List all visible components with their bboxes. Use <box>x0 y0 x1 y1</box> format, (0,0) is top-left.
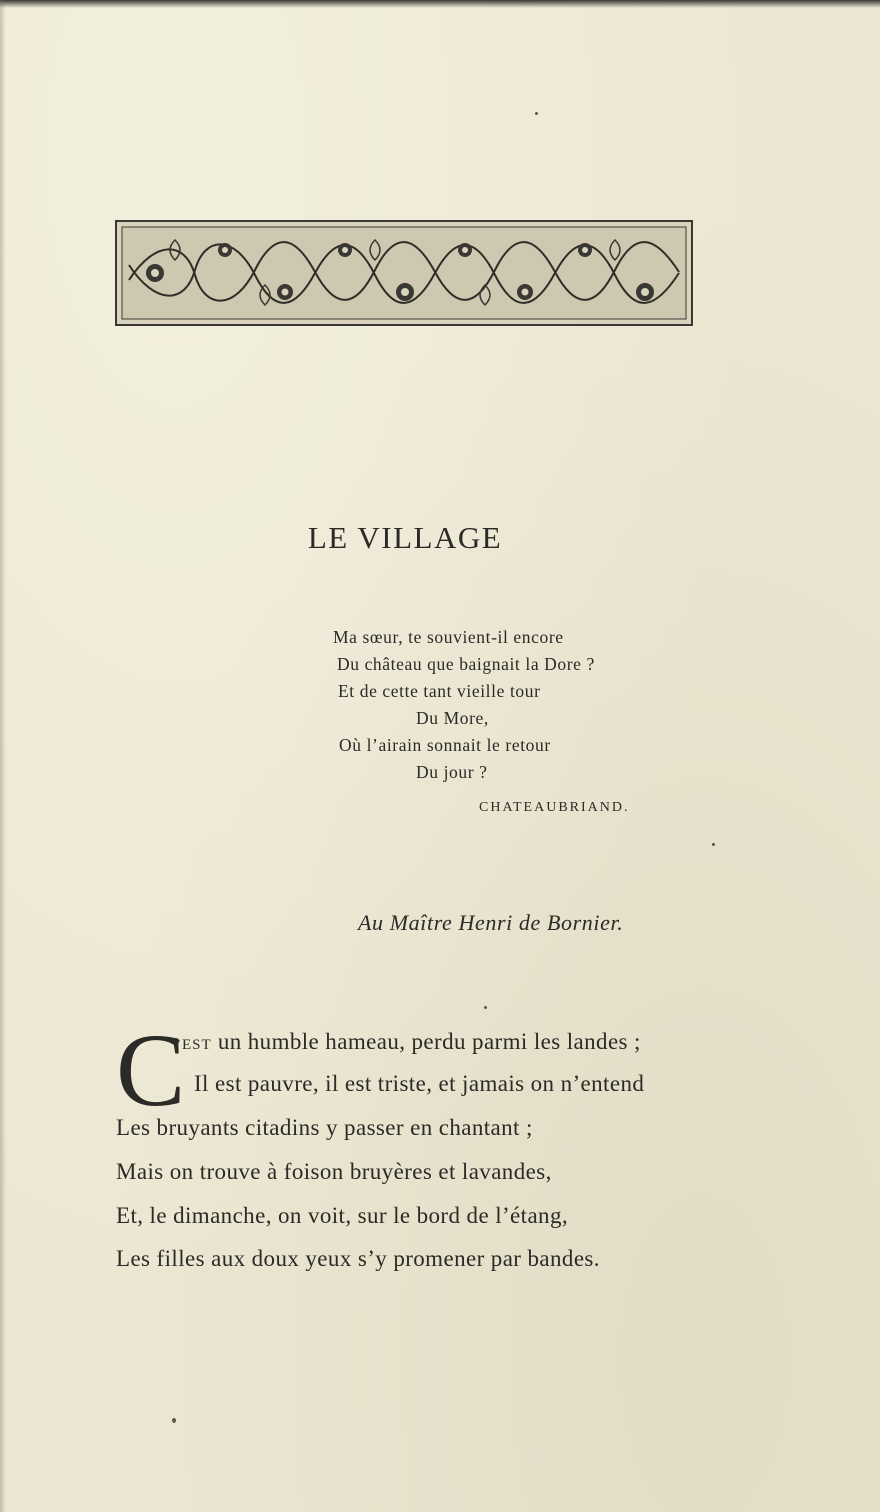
paper-speck <box>535 112 538 115</box>
poem-line: Les filles aux doux yeux s’y promener par bandes. <box>116 1246 600 1271</box>
page-left-edge <box>0 0 6 1512</box>
paper-speck <box>484 1006 487 1009</box>
paper-speck <box>172 1418 176 1423</box>
poem-line-smallcaps: ’EST <box>176 1037 212 1053</box>
poem-line <box>176 1022 641 1062</box>
poem-line-rest: un humble hameau, perdu parmi les landes ; <box>211 1029 641 1054</box>
paper-speck <box>712 843 715 846</box>
epigraph-line: Ma sœur, te souvient-il encore <box>333 627 564 647</box>
epigraph-line: Du More, <box>416 708 489 728</box>
page-top-edge <box>0 0 880 8</box>
poem-line: Les bruyants citadins y passer en chantant ; <box>116 1115 533 1140</box>
epigraph-line: Du jour ? <box>416 762 488 782</box>
epigraph-line: Et de cette tant vieille tour <box>338 681 541 701</box>
epigraph-line: Du château que baignait la Dore ? <box>337 654 595 674</box>
poem-line: Il est pauvre, il est triste, et jamais on n’entend <box>194 1071 645 1096</box>
poem-line: Mais on trouve à foison bruyères et lavandes, <box>116 1159 552 1184</box>
ornamental-header-band <box>115 220 693 326</box>
page-title: LE VILLAGE <box>307 520 503 555</box>
drop-cap: C <box>116 1013 186 1128</box>
poem-line: Et, le dimanche, on voit, sur le bord de l’étang, <box>116 1203 569 1228</box>
epigraph-author: CHATEAUBRIAND. <box>479 800 630 815</box>
dedication: Au Maître Henri de Bornier. <box>358 910 624 935</box>
epigraph-line: Où l’airain sonnait le retour <box>339 735 551 755</box>
